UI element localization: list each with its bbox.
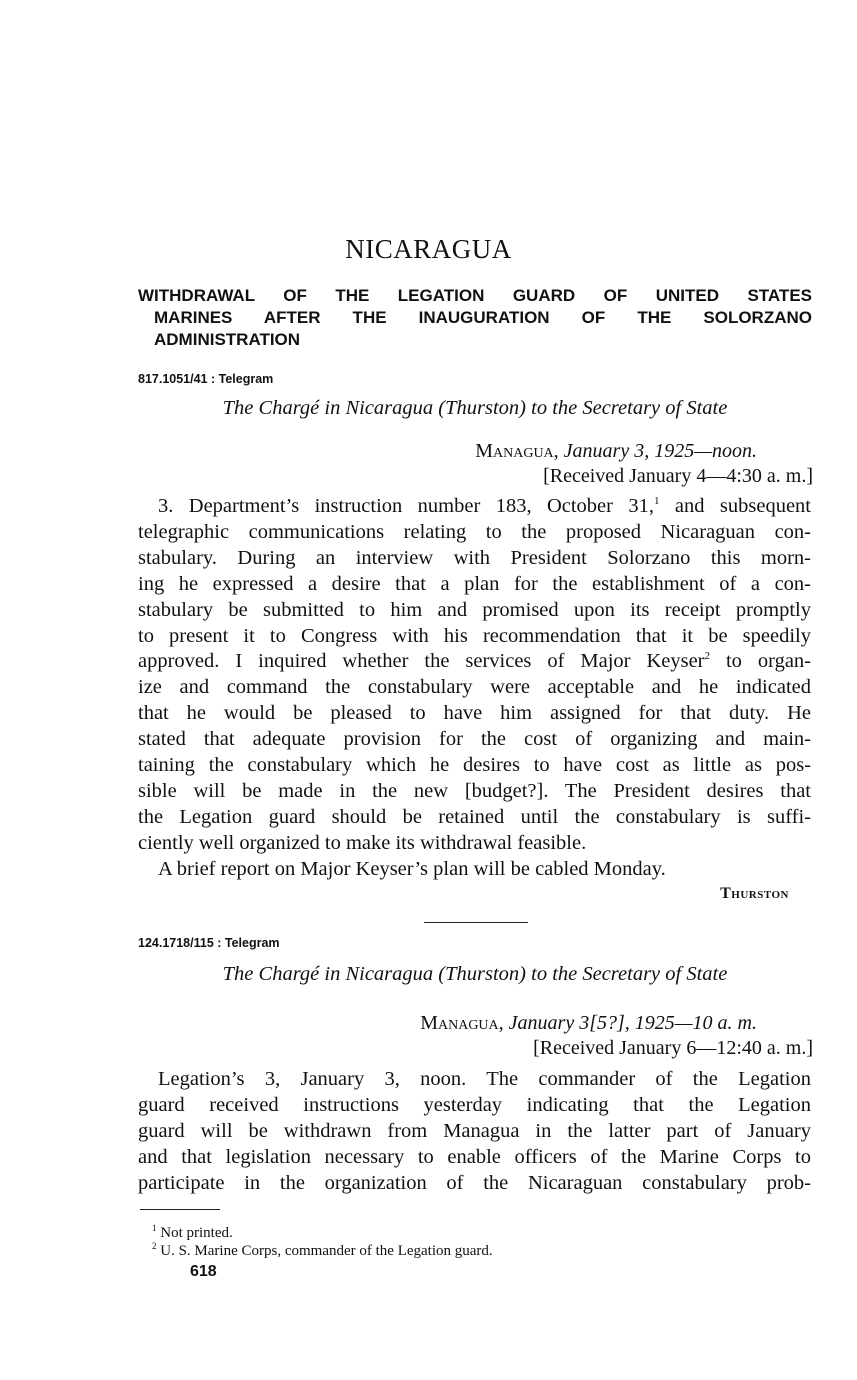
body-line: ciently well organized to make its withdrawal feasible. [138, 831, 587, 854]
heading-line-1: WITHDRAWAL OF THE LEGATION GUARD OF UNITED STATES [138, 286, 812, 305]
footnote-rule [140, 1209, 220, 1210]
doc2-title: The Chargé in Nicaragua (Thurston) to the Secretary of State [222, 963, 728, 985]
heading-line-3: ADMINISTRATION [154, 330, 301, 349]
body-line: 3. Department’s instruction number 183, October 31,$^1$ and subsequent [158, 495, 811, 517]
body-line: A brief report on Major Keyser’s plan will be cabled Monday. [158, 857, 666, 880]
body-line: stabulary. During an interview with President Solorzano this morn- [138, 546, 811, 569]
body-line: telegraphic communications relating to the proposed Nicaraguan con- [138, 520, 811, 543]
doc2-place: Managua, [420, 1012, 504, 1034]
doc1-body [138, 494, 811, 883]
doc2-file-ref: 124.1718/115 : Telegram [138, 936, 280, 950]
country-heading: NICARAGUA [345, 234, 512, 264]
footnote-2 [152, 1237, 493, 1260]
body-line: ize and command the constabulary were acceptable and he indicated [138, 676, 811, 699]
doc2-date: January 3[5?], 1925—10 a. m. [508, 1012, 757, 1034]
page-number: 618 [190, 1263, 217, 1280]
heading-line-2: MARINES AFTER THE INAUGURATION OF THE SOLORZANO [154, 308, 812, 327]
body-line: stated that adequate provision for the cost of organizing and main- [138, 728, 811, 751]
footnote-text: Not printed. [160, 1225, 233, 1241]
body-line: and that legislation necessary to enable officers of the Marine Corps to [138, 1145, 811, 1168]
body-line: taining the constabulary which he desires to have cost as little as pos- [138, 754, 811, 777]
doc1-file-ref: 817.1051/41 : Telegram [138, 372, 274, 386]
separator-rule [424, 922, 528, 923]
doc2-dateline [420, 1012, 757, 1035]
footnote-text: U. S. Marine Corps, commander of the Legation guard. [160, 1243, 493, 1259]
body-line: the Legation guard should be retained until the constabulary is suffi- [138, 805, 811, 828]
doc1-place: Managua, [475, 440, 559, 462]
doc1-date: January 3, 1925—noon. [563, 440, 757, 462]
footnote-mark: 2 [152, 1241, 157, 1251]
doc1-signature: Thurston [720, 885, 789, 902]
footnote-mark: 1 [152, 1223, 157, 1233]
body-line: ing he expressed a desire that a plan for the establishment of a con- [138, 572, 811, 595]
body-line: sible will be made in the new [budget?]. The President desires that [138, 779, 811, 802]
body-line: Legation’s 3, January 3, noon. The commander of the Legation [158, 1068, 811, 1090]
doc1-received: [Received January 4—4:30 a. m.] [543, 465, 813, 487]
doc1-title: The Chargé in Nicaragua (Thurston) to the Secretary of State [222, 397, 728, 419]
doc1-dateline [475, 440, 757, 463]
body-line: participate in the organization of the Nicaraguan constabulary prob- [138, 1171, 811, 1194]
body-line: that he would be pleased to have him assigned for that duty. He [138, 702, 811, 725]
body-line: stabulary be submitted to him and promised upon its receipt promptly [138, 598, 811, 621]
body-line: approved. I inquired whether the services of Major Keyser$^2$ to organ- [138, 650, 812, 673]
footnote-ref-1[interactable]: 1 [654, 495, 660, 508]
footnote-ref-2[interactable]: 2 [704, 650, 711, 663]
doc2-body [138, 1067, 811, 1197]
section-heading [138, 285, 812, 351]
body-line: guard received instructions yesterday indicating that the Legation [138, 1093, 811, 1116]
body-line: guard will be withdrawn from Managua in the latter part of January [138, 1119, 811, 1142]
body-line: to present it to Congress with his recommendation that it be speedily [138, 624, 811, 647]
doc2-received: [Received January 6—12:40 a. m.] [533, 1037, 813, 1059]
